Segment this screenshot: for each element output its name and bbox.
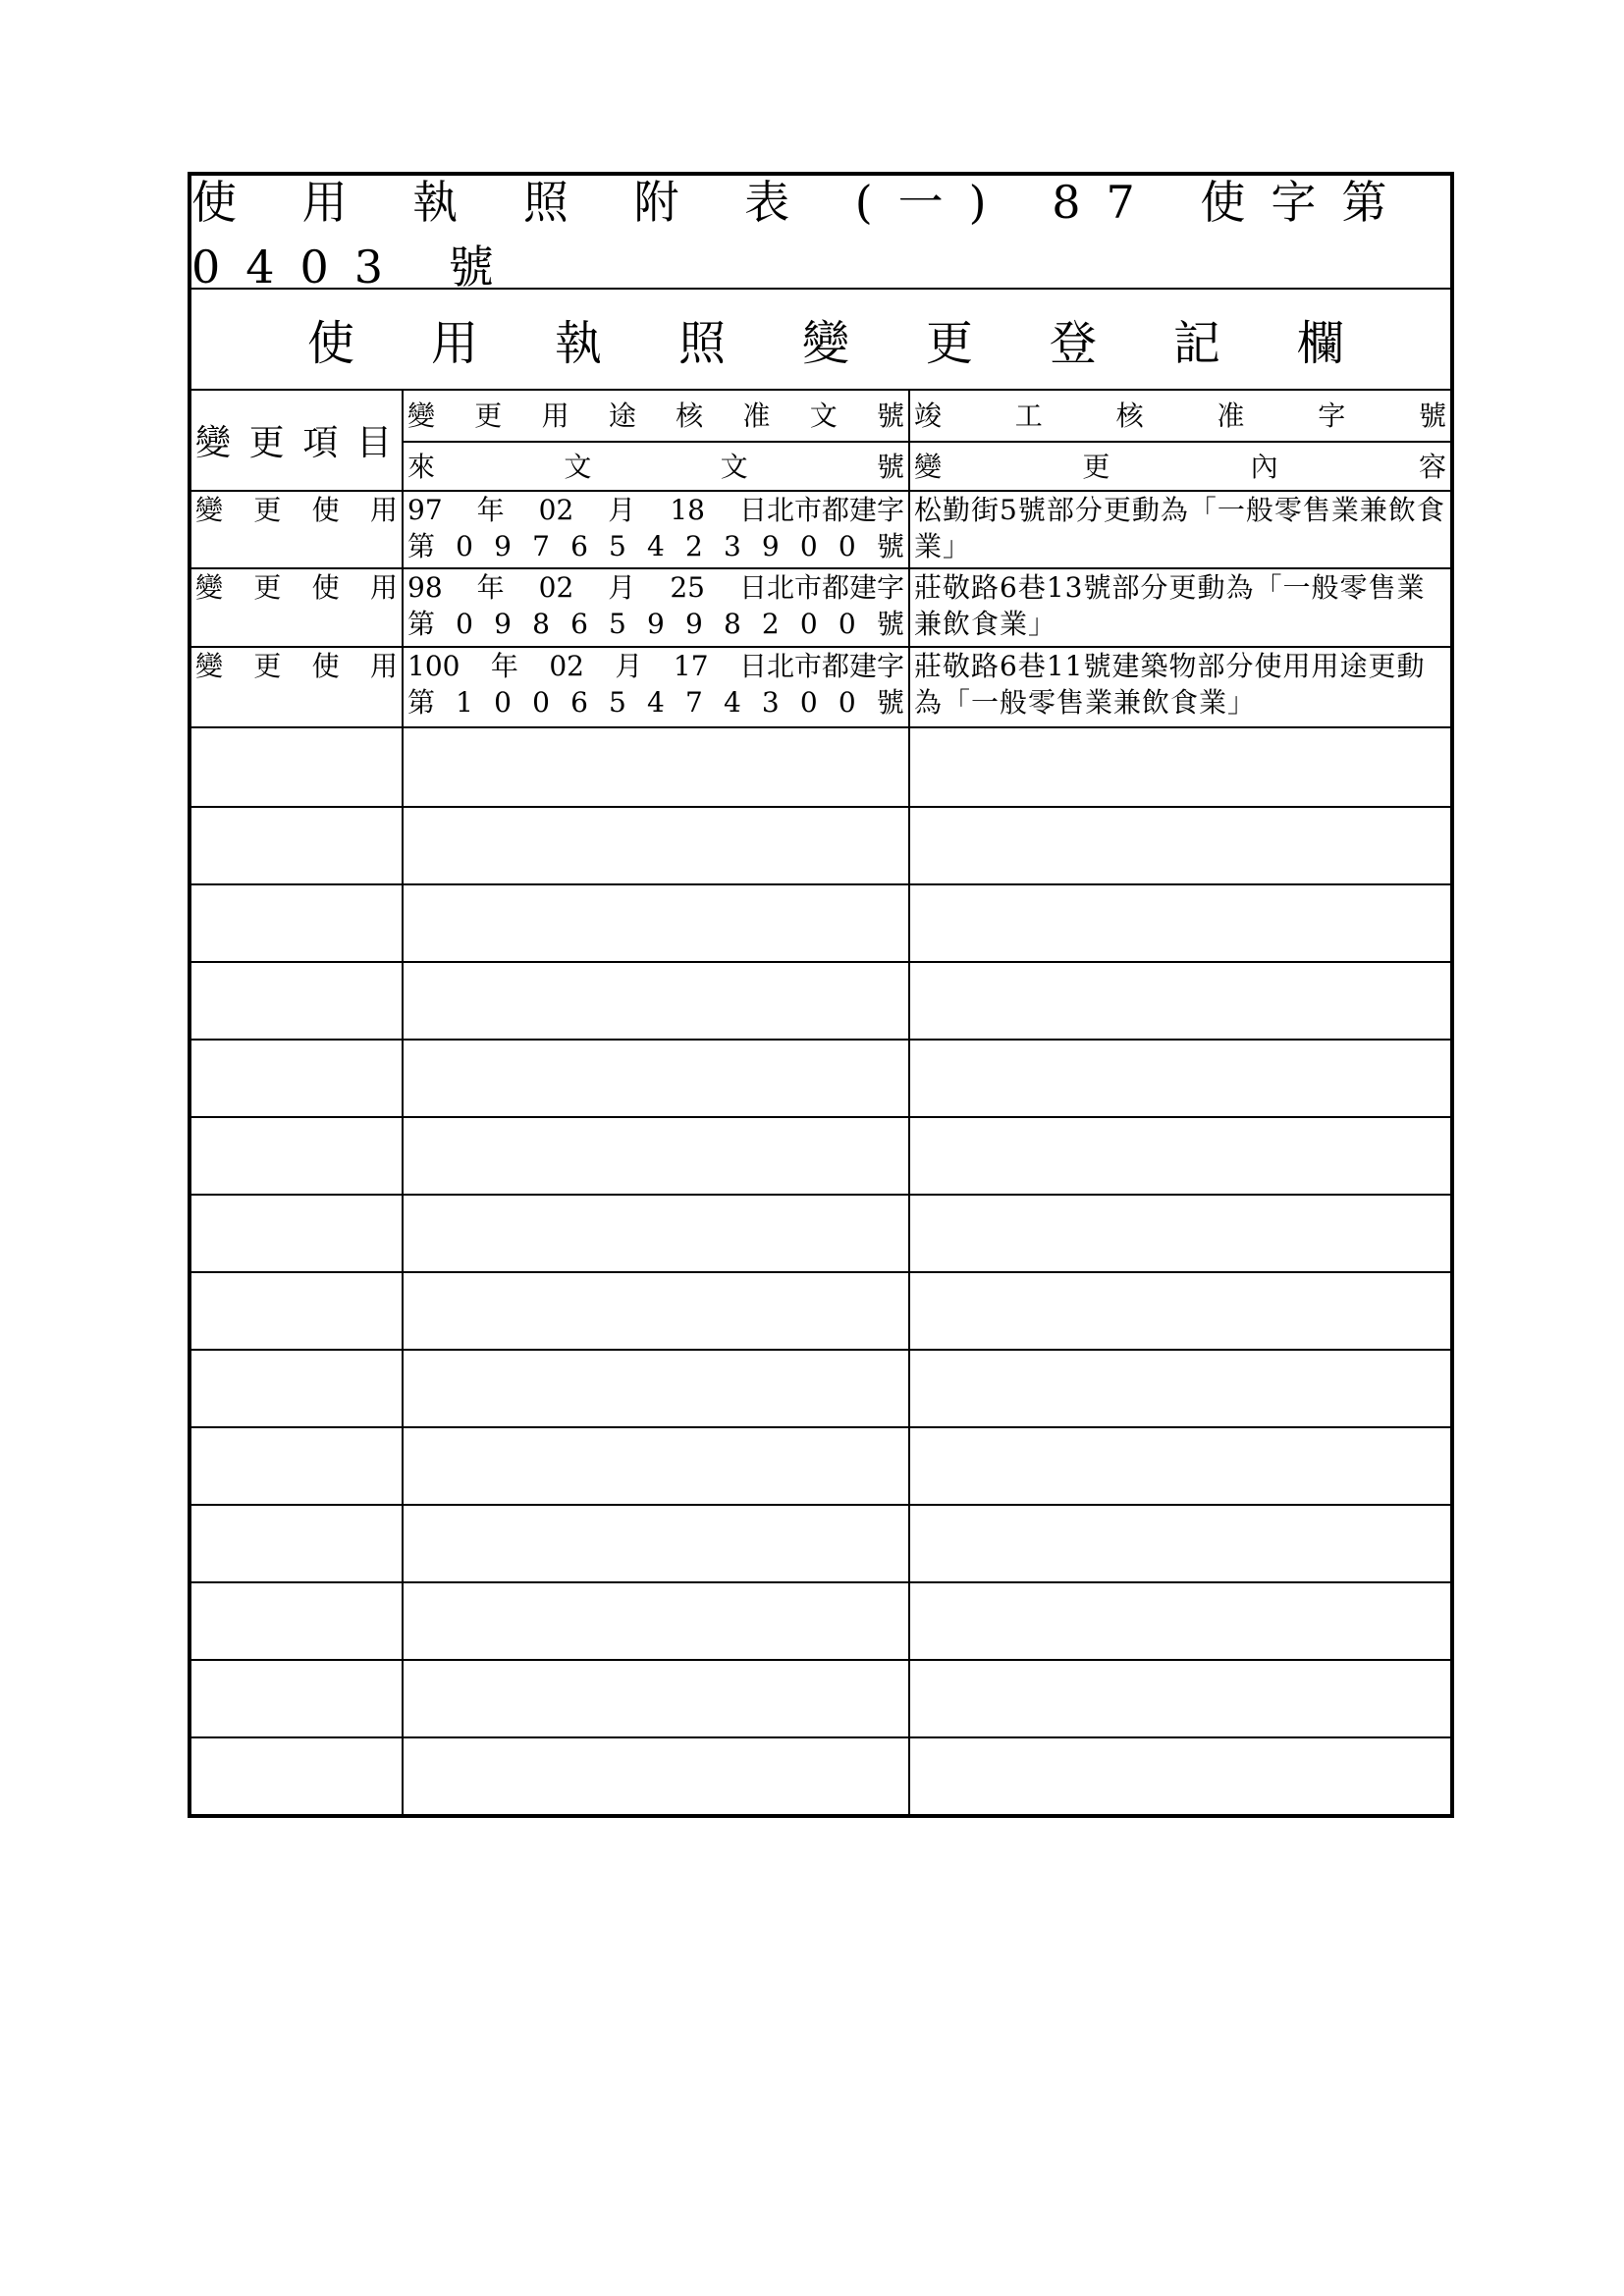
subtitle-char: 照 <box>677 316 726 371</box>
doc-number-token: 0 <box>494 686 512 719</box>
row-item-char: 使 <box>311 494 340 526</box>
header-approval-number-char: 號 <box>876 400 904 432</box>
doc-number-token: 7 <box>684 686 703 719</box>
doc-number-line <box>407 528 904 564</box>
header-change-content-char: 變 <box>914 450 943 483</box>
doc-number-token: 0 <box>799 530 818 562</box>
empty-row-rule <box>191 806 1450 808</box>
doc-number-token: 3 <box>723 530 741 562</box>
doc-number-token: 第 <box>407 686 436 719</box>
row-item-char: 變 <box>195 494 224 526</box>
header-incoming-doc-number-char: 號 <box>876 450 904 483</box>
doc-number-token: 4 <box>723 686 741 719</box>
header-approval-number-char: 變 <box>407 400 436 432</box>
doc-number-token: 18 <box>670 494 705 526</box>
doc-number-line <box>407 684 904 721</box>
empty-row-rule <box>191 1349 1450 1351</box>
row-item-char: 變 <box>195 571 224 604</box>
header-incoming-doc-number-char: 文 <box>564 450 592 483</box>
doc-number-token: 9 <box>494 608 512 640</box>
doc-number-token: 月 <box>615 650 643 682</box>
header-incoming-doc-number-char: 來 <box>407 450 436 483</box>
doc-number-token: 9 <box>684 608 703 640</box>
header-approval-number-char: 途 <box>608 400 636 432</box>
subtitle-char: 用 <box>430 316 478 371</box>
header-approval-number-char: 用 <box>541 400 569 432</box>
subtitle-char: 登 <box>1049 316 1097 371</box>
doc-number-token: 6 <box>570 530 588 562</box>
row-change-content: 莊敬路6巷11號建築物部分使用用途更動為「一般零售業兼飲食業」 <box>914 650 1426 719</box>
row-change-content: 莊敬路6巷13號部分更動為「一般零售業兼飲食業」 <box>914 571 1426 640</box>
empty-row-rule <box>191 1504 1450 1506</box>
header-approval-number <box>404 391 908 441</box>
header-completion-number-char: 核 <box>1115 400 1144 432</box>
doc-number-token: 日北市都建字 <box>738 494 904 526</box>
row-item-char: 變 <box>195 650 224 682</box>
doc-number-token: 月 <box>608 494 636 526</box>
header-change-content <box>910 443 1450 490</box>
doc-number-token: 月 <box>608 571 636 604</box>
doc-number-token: 4 <box>647 530 665 562</box>
doc-number-line <box>407 648 904 684</box>
col-divider-1 <box>402 391 404 1814</box>
doc-number-token: 0 <box>838 686 856 719</box>
subtitle-char: 執 <box>554 316 602 371</box>
doc-number-line <box>407 492 904 528</box>
header-item-char: 變 <box>195 423 238 463</box>
empty-row-rule <box>191 1116 1450 1118</box>
row-doc-number <box>404 492 908 567</box>
doc-number-token: 9 <box>647 608 665 640</box>
section-subtitle <box>191 290 1450 391</box>
doc-number-token: 8 <box>723 608 741 640</box>
header-change-content-char: 內 <box>1250 450 1278 483</box>
doc-number-token: 02 <box>549 650 584 682</box>
doc-number-token: 0 <box>838 530 856 562</box>
empty-row-rule <box>191 1271 1450 1273</box>
subtitle-char: 使 <box>307 316 355 371</box>
header-completion-number-char: 號 <box>1418 400 1446 432</box>
empty-row-rule <box>191 1581 1450 1583</box>
header-item-char: 目 <box>355 423 398 463</box>
col-divider-2 <box>908 391 910 1814</box>
doc-number-token: 5 <box>609 686 626 719</box>
doc-number-token: 0 <box>456 530 473 562</box>
row-doc-number <box>404 648 908 726</box>
row-change-content: 松勤街5號部分更動為「一般零售業兼飲食業」 <box>914 494 1445 562</box>
doc-number-token: 0 <box>799 608 818 640</box>
row-item-char: 用 <box>369 494 398 526</box>
doc-number-token: 第 <box>407 608 436 640</box>
header-completion-number-char: 字 <box>1318 400 1346 432</box>
header-item-char: 項 <box>302 423 345 463</box>
doc-number-token: 97 <box>407 494 443 526</box>
doc-number-token: 98 <box>407 571 443 604</box>
header-item <box>191 391 402 490</box>
empty-row-rule <box>191 1736 1450 1738</box>
doc-number-token: 100 <box>407 650 460 682</box>
doc-number-token: 8 <box>532 608 550 640</box>
doc-number-token: 0 <box>456 608 473 640</box>
doc-number-token: 5 <box>609 608 626 640</box>
header-change-content-char: 更 <box>1082 450 1110 483</box>
row-item-char: 更 <box>253 494 282 526</box>
doc-number-token: 3 <box>761 686 780 719</box>
header-approval-number-char: 准 <box>742 400 771 432</box>
doc-number-token: 日北市都建字 <box>738 650 904 682</box>
doc-number-token: 6 <box>570 608 588 640</box>
subtitle-char: 變 <box>801 316 849 371</box>
header-completion-number-char: 准 <box>1217 400 1245 432</box>
doc-number-line <box>407 606 904 642</box>
doc-number-token: 1 <box>456 686 473 719</box>
page-title <box>191 176 1450 294</box>
header-incoming-doc-number <box>404 443 908 490</box>
subtitle-char: 更 <box>925 316 973 371</box>
header-change-content-char: 容 <box>1418 450 1446 483</box>
doc-number-token: 25 <box>670 571 705 604</box>
empty-row-rule <box>191 961 1450 963</box>
title-text: 使 用 執 照 附 表 (一) 87 使字第 0403 號 <box>191 176 1413 294</box>
empty-row-rule <box>191 1426 1450 1428</box>
doc-number-line <box>407 569 904 606</box>
empty-row-rule <box>191 1659 1450 1661</box>
doc-number-token: 號 <box>876 530 904 562</box>
header-completion-number-char: 竣 <box>914 400 943 432</box>
doc-number-token: 9 <box>494 530 512 562</box>
header-mid-rule <box>402 441 1450 443</box>
header-item-char: 更 <box>248 423 291 463</box>
row-item <box>191 569 402 606</box>
doc-number-token: 0 <box>799 686 818 719</box>
row-rule <box>191 726 1450 728</box>
doc-number-token: 日北市都建字 <box>738 571 904 604</box>
row-item-char: 更 <box>253 571 282 604</box>
row-item-char: 使 <box>311 571 340 604</box>
doc-number-token: 2 <box>761 608 780 640</box>
doc-number-token: 年 <box>476 571 505 604</box>
empty-row-rule <box>191 1194 1450 1196</box>
row-item-char: 更 <box>253 650 282 682</box>
doc-number-token: 0 <box>838 608 856 640</box>
header-approval-number-char: 更 <box>474 400 503 432</box>
header-completion-number <box>910 391 1450 441</box>
header-approval-number-char: 核 <box>676 400 704 432</box>
doc-number-token: 0 <box>532 686 550 719</box>
doc-number-token: 2 <box>684 530 703 562</box>
row-doc-number <box>404 569 908 646</box>
doc-number-token: 02 <box>538 571 574 604</box>
doc-number-token: 02 <box>538 494 574 526</box>
doc-number-token: 7 <box>532 530 550 562</box>
row-item-char: 使 <box>311 650 340 682</box>
row-item <box>191 492 402 528</box>
doc-number-token: 年 <box>476 494 505 526</box>
doc-number-token: 年 <box>490 650 518 682</box>
subtitle-char: 記 <box>1172 316 1220 371</box>
header-approval-number-char: 文 <box>809 400 838 432</box>
row-item-char: 用 <box>369 571 398 604</box>
usage-permit-table <box>188 172 1454 1818</box>
row-item <box>191 648 402 684</box>
doc-number-token: 第 <box>407 530 436 562</box>
doc-number-token: 號 <box>876 608 904 640</box>
doc-number-token: 6 <box>570 686 588 719</box>
empty-row-rule <box>191 1039 1450 1041</box>
doc-number-token: 號 <box>876 686 904 719</box>
doc-number-token: 5 <box>609 530 626 562</box>
doc-number-token: 4 <box>647 686 665 719</box>
header-incoming-doc-number-char: 文 <box>720 450 748 483</box>
header-completion-number-char: 工 <box>1014 400 1043 432</box>
empty-row-rule <box>191 883 1450 885</box>
subtitle-char: 欄 <box>1296 316 1344 371</box>
doc-number-token: 17 <box>673 650 709 682</box>
doc-number-token: 9 <box>761 530 780 562</box>
row-item-char: 用 <box>369 650 398 682</box>
